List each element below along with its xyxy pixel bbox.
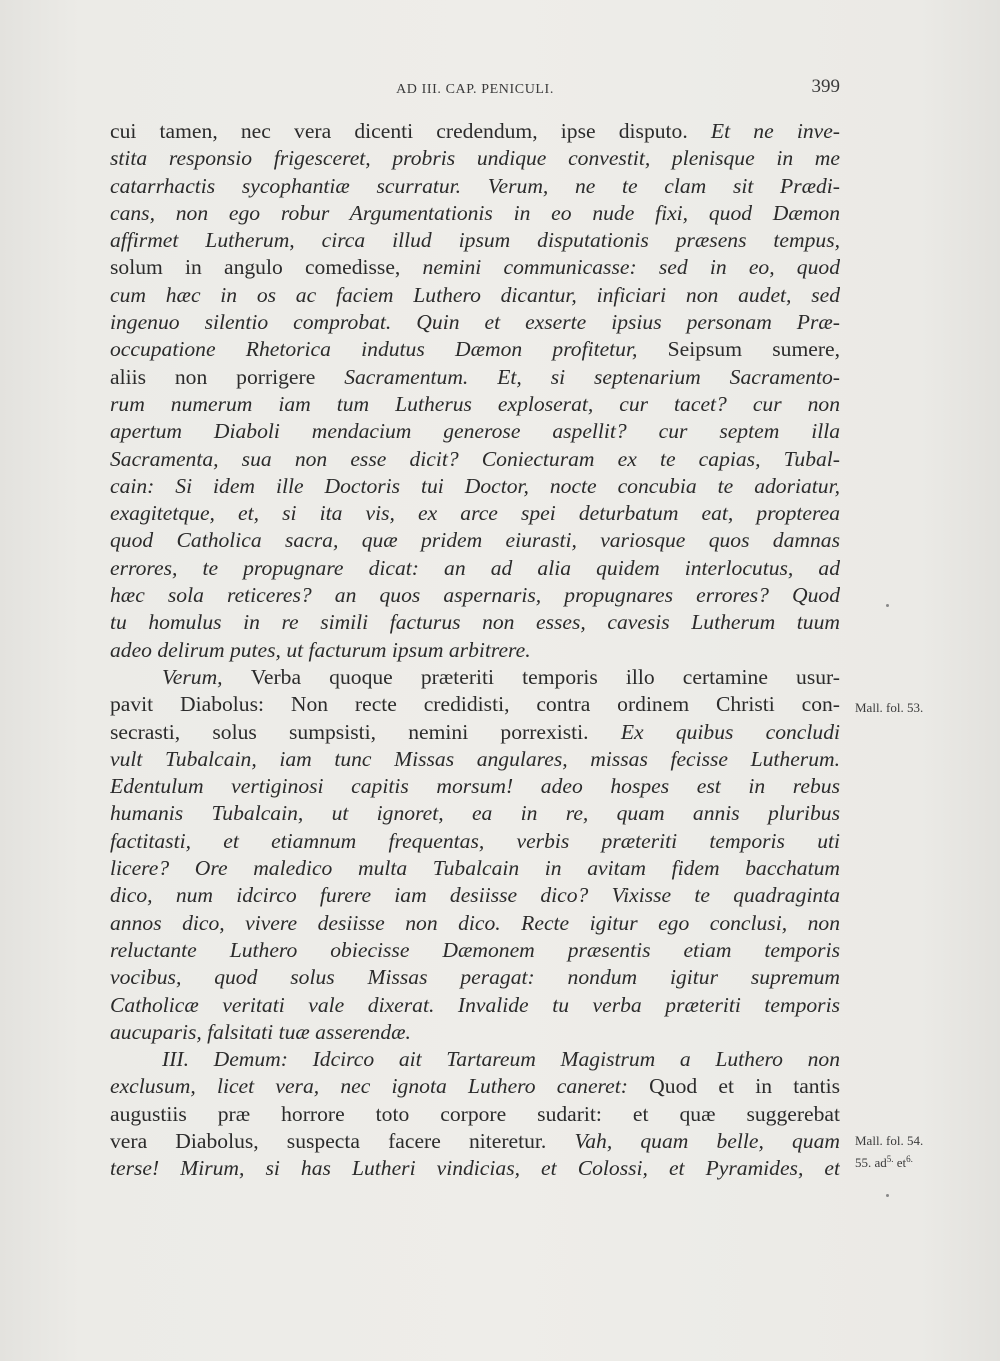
page-number: 399 <box>811 76 840 97</box>
text-line: III. Demum: Idcirco ait Tartareum Magistrum a Luthero non <box>162 1047 840 1072</box>
text-line: aliis non porrigere Sacramentum. Et, si septenarium Sacramento- <box>110 364 840 389</box>
text-line: apertum Diaboli mendacium generose aspellit? cur septem illa <box>110 419 840 444</box>
running-head <box>110 76 840 104</box>
text-line: affirmet Lutherum, circa illud ipsum disputationis præsens tempus, <box>110 228 840 253</box>
text-line: cum hæc in os ac faciem Luthero dicantur, inficiari non audet, sed <box>110 282 840 307</box>
text-line: Catholicæ veritati vale dixerat. Invalide tu verba præteriti temporis <box>110 992 840 1017</box>
text-line: vera Diabolus, suspecta facere niteretur. Vah, quam belle, quam <box>110 1128 840 1153</box>
text-line: annos dico, vivere desiisse non dico. Recte igitur ego conclusi, non <box>110 910 840 935</box>
text-line: licere? Ore maledico multa Tubalcain in avitam fidem bacchatum <box>110 856 840 881</box>
body-text <box>110 118 840 1183</box>
text-line: exagitetque, et, si ita vis, ex arce spei deturbatum eat, propterea <box>110 501 840 526</box>
text-line: cain: Si idem ille Doctoris tui Doctor, nocte concubia te adoriatur, <box>110 473 840 498</box>
text-line: Verum, Verba quoque præteriti temporis illo certamine usur- <box>162 664 840 689</box>
text-line: vult Tubalcain, iam tunc Missas angulares, missas fecisse Lutherum. <box>110 746 840 771</box>
text-line: pavit Diabolus: Non recte credidisti, contra ordinem Christi con- <box>110 692 840 717</box>
text-line: cans, non ego robur Argumentationis in eo nude fixi, quod Dæmon <box>110 200 840 225</box>
text-line: augustiis præ horrore toto corpore sudarit: et quæ suggerebat <box>110 1101 840 1126</box>
text-line: occupatione Rhetorica indutus Dæmon profitetur, Seipsum sumere, <box>110 337 840 362</box>
text-line: reluctante Luthero obiecisse Dæmonem præsentis etiam temporis <box>110 937 840 962</box>
text-line: Edentulum vertiginosi capitis morsum! adeo hospes est in rebus <box>110 774 840 799</box>
text-line: solum in angulo comedisse, nemini communicasse: sed in eo, quod <box>110 255 840 280</box>
text-line: cui tamen, nec vera dicenti credendum, ipse disputo. Et ne inve- <box>110 119 840 143</box>
text-line: hæc sola reticeres? an quos aspernaris, propugnares errores? Quod <box>110 583 840 608</box>
margin-note: Mall. fol. 54. 55. $ad^{5.}$ $et^{6.}$ <box>855 1133 924 1170</box>
margin-note: Mall. fol. 53. <box>855 700 924 715</box>
text-line: catarrhactis sycophantiæ scurratur. Verum, ne te clam sit Prædi- <box>110 173 840 198</box>
text-line: humanis Tubalcain, ut ignoret, ea in re, quam annis pluribus <box>110 801 840 826</box>
text-line: stita responsio frigesceret, probris undique convestit, plenisque in me <box>110 146 840 171</box>
text-line: adeo delirum putes, ut facturum ipsum arbitrere. <box>110 637 531 662</box>
text-line: vocibus, quod solus Missas peragat: nondum igitur supremum <box>110 965 840 990</box>
margin-speck <box>886 1194 889 1197</box>
text-line: ingenuo silentio comprobat. Quin et exserte ipsius personam Præ- <box>110 310 840 335</box>
text-line: rum numerum iam tum Lutherus exploserat, cur tacet? cur non <box>110 391 840 416</box>
text-line: tu homulus in re simili facturus non esses, cavesis Lutherum tuum <box>110 610 840 635</box>
text-line: secrasti, solus sumpsisti, nemini porrexisti. Ex quibus concludi <box>110 719 840 744</box>
margin-speck <box>886 604 889 607</box>
text-line: dico, num idcirco furere iam desiisse dico? Vixisse te quadraginta <box>110 883 840 908</box>
text-line: Sacramenta, sua non esse dicit? Coniecturam ex te capias, Tubal- <box>110 446 840 471</box>
text-line: terse! Mirum, si has Lutheri vindicias, et Colossi, et Pyramides, et <box>110 1156 840 1181</box>
running-title: AD III. CAP. PENICULI. <box>396 82 554 97</box>
text-line: exclusum, licet vera, nec ignota Luthero caneret: Quod et in tantis <box>110 1074 840 1099</box>
text-line: errores, te propugnare dicat: an ad alia quidem interlocutus, ad <box>110 555 840 580</box>
text-line: quod Catholica sacra, quæ pridem eiurasti, variosque quos damnas <box>110 528 840 553</box>
text-line: factitasti, et etiamnum frequentas, verbis præteriti temporis uti <box>110 828 840 853</box>
text-line: aucuparis, falsitati tuæ asserendæ. <box>110 1019 411 1044</box>
